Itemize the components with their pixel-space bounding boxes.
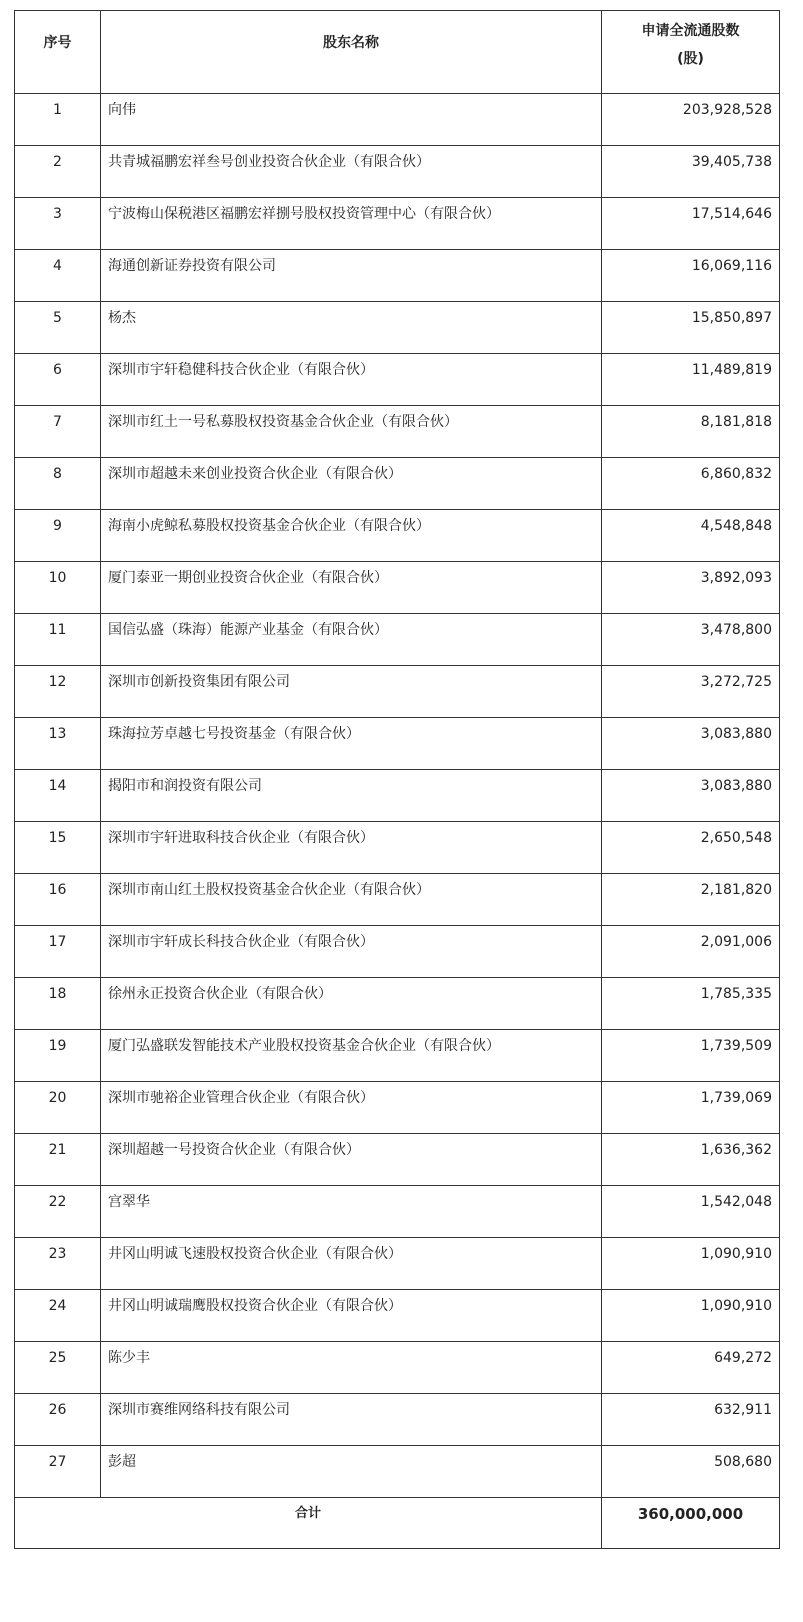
table-row bbox=[15, 562, 780, 614]
table-row bbox=[15, 614, 780, 666]
row-shares: 508,680 bbox=[602, 1446, 780, 1498]
table-footer bbox=[15, 1498, 780, 1549]
row-serial-number: 23 bbox=[15, 1238, 101, 1290]
row-serial-number: 15 bbox=[15, 822, 101, 874]
header-serial-number: 序号 bbox=[15, 11, 101, 94]
table-row bbox=[15, 250, 780, 302]
table-row bbox=[15, 926, 780, 978]
row-serial-number: 21 bbox=[15, 1134, 101, 1186]
row-shareholder-name: 厦门弘盛联发智能技术产业股权投资基金合伙企业（有限合伙） bbox=[101, 1030, 602, 1082]
row-shareholder-name: 揭阳市和润投资有限公司 bbox=[101, 770, 602, 822]
row-shares: 2,181,820 bbox=[602, 874, 780, 926]
row-shares: 1,636,362 bbox=[602, 1134, 780, 1186]
row-shareholder-name: 深圳市驰裕企业管理合伙企业（有限合伙） bbox=[101, 1082, 602, 1134]
row-shares: 3,272,725 bbox=[602, 666, 780, 718]
row-shares: 3,083,880 bbox=[602, 770, 780, 822]
row-shares: 4,548,848 bbox=[602, 510, 780, 562]
row-shareholder-name: 徐州永正投资合伙企业（有限合伙） bbox=[101, 978, 602, 1030]
header-row bbox=[15, 11, 780, 94]
row-shares: 1,739,509 bbox=[602, 1030, 780, 1082]
row-shareholder-name: 井冈山明诚瑞鹰股权投资合伙企业（有限合伙） bbox=[101, 1290, 602, 1342]
row-shareholder-name: 彭超 bbox=[101, 1446, 602, 1498]
row-serial-number: 1 bbox=[15, 94, 101, 146]
row-shareholder-name: 珠海拉芳卓越七号投资基金（有限合伙） bbox=[101, 718, 602, 770]
table-row bbox=[15, 1134, 780, 1186]
row-shareholder-name: 深圳市宇轩成长科技合伙企业（有限合伙） bbox=[101, 926, 602, 978]
row-shares: 39,405,738 bbox=[602, 146, 780, 198]
row-shares: 2,091,006 bbox=[602, 926, 780, 978]
row-shares: 203,928,528 bbox=[602, 94, 780, 146]
row-shares: 2,650,548 bbox=[602, 822, 780, 874]
row-shares: 15,850,897 bbox=[602, 302, 780, 354]
table-row bbox=[15, 302, 780, 354]
total-row bbox=[15, 1498, 780, 1549]
row-shares: 1,090,910 bbox=[602, 1290, 780, 1342]
table-row bbox=[15, 1342, 780, 1394]
row-serial-number: 8 bbox=[15, 458, 101, 510]
row-shares: 1,542,048 bbox=[602, 1186, 780, 1238]
row-shares: 1,739,069 bbox=[602, 1082, 780, 1134]
table-row bbox=[15, 354, 780, 406]
row-shares: 3,083,880 bbox=[602, 718, 780, 770]
row-shareholder-name: 深圳市赛维网络科技有限公司 bbox=[101, 1394, 602, 1446]
table-header bbox=[15, 11, 780, 94]
table-row bbox=[15, 718, 780, 770]
header-shares-line2: (股) bbox=[677, 51, 704, 67]
row-shareholder-name: 海通创新证券投资有限公司 bbox=[101, 250, 602, 302]
table-row bbox=[15, 94, 780, 146]
row-serial-number: 9 bbox=[15, 510, 101, 562]
table-row bbox=[15, 406, 780, 458]
row-shareholder-name: 陈少丰 bbox=[101, 1342, 602, 1394]
row-serial-number: 27 bbox=[15, 1446, 101, 1498]
row-shares: 632,911 bbox=[602, 1394, 780, 1446]
row-shares: 1,785,335 bbox=[602, 978, 780, 1030]
row-serial-number: 16 bbox=[15, 874, 101, 926]
header-shareholder-name: 股东名称 bbox=[101, 11, 602, 94]
row-shares: 11,489,819 bbox=[602, 354, 780, 406]
total-value: 360,000,000 bbox=[602, 1498, 780, 1549]
row-shareholder-name: 共青城福鹏宏祥叁号创业投资合伙企业（有限合伙） bbox=[101, 146, 602, 198]
table-row bbox=[15, 146, 780, 198]
row-shareholder-name: 国信弘盛（珠海）能源产业基金（有限合伙） bbox=[101, 614, 602, 666]
table-row bbox=[15, 458, 780, 510]
row-shares: 3,478,800 bbox=[602, 614, 780, 666]
row-shareholder-name: 宁波梅山保税港区福鹏宏祥捌号股权投资管理中心（有限合伙） bbox=[101, 198, 602, 250]
row-shares: 16,069,116 bbox=[602, 250, 780, 302]
row-serial-number: 19 bbox=[15, 1030, 101, 1082]
row-shareholder-name: 深圳超越一号投资合伙企业（有限合伙） bbox=[101, 1134, 602, 1186]
table-row bbox=[15, 1186, 780, 1238]
table-row bbox=[15, 1446, 780, 1498]
header-shares bbox=[602, 11, 780, 94]
table-row bbox=[15, 666, 780, 718]
row-shareholder-name: 宫翠华 bbox=[101, 1186, 602, 1238]
row-shareholder-name: 深圳市创新投资集团有限公司 bbox=[101, 666, 602, 718]
row-serial-number: 7 bbox=[15, 406, 101, 458]
row-serial-number: 24 bbox=[15, 1290, 101, 1342]
table-row bbox=[15, 510, 780, 562]
row-shares: 3,892,093 bbox=[602, 562, 780, 614]
table-row bbox=[15, 1290, 780, 1342]
row-serial-number: 6 bbox=[15, 354, 101, 406]
row-shareholder-name: 向伟 bbox=[101, 94, 602, 146]
row-serial-number: 12 bbox=[15, 666, 101, 718]
row-serial-number: 11 bbox=[15, 614, 101, 666]
row-shareholder-name: 海南小虎鲸私募股权投资基金合伙企业（有限合伙） bbox=[101, 510, 602, 562]
row-shareholder-name: 深圳市南山红土股权投资基金合伙企业（有限合伙） bbox=[101, 874, 602, 926]
row-serial-number: 20 bbox=[15, 1082, 101, 1134]
row-shareholder-name: 井冈山明诚飞速股权投资合伙企业（有限合伙） bbox=[101, 1238, 602, 1290]
row-serial-number: 25 bbox=[15, 1342, 101, 1394]
table-row bbox=[15, 198, 780, 250]
table-row bbox=[15, 874, 780, 926]
row-serial-number: 22 bbox=[15, 1186, 101, 1238]
row-shares: 1,090,910 bbox=[602, 1238, 780, 1290]
row-shareholder-name: 杨杰 bbox=[101, 302, 602, 354]
total-label: 合计 bbox=[15, 1498, 602, 1549]
row-serial-number: 17 bbox=[15, 926, 101, 978]
table-row bbox=[15, 1394, 780, 1446]
row-shares: 6,860,832 bbox=[602, 458, 780, 510]
header-shares-line1: 申请全流通股数 bbox=[641, 23, 740, 39]
table-row bbox=[15, 1030, 780, 1082]
row-shares: 649,272 bbox=[602, 1342, 780, 1394]
row-shareholder-name: 深圳市宇轩稳健科技合伙企业（有限合伙） bbox=[101, 354, 602, 406]
row-shares: 8,181,818 bbox=[602, 406, 780, 458]
row-serial-number: 14 bbox=[15, 770, 101, 822]
row-shareholder-name: 深圳市红土一号私募股权投资基金合伙企业（有限合伙） bbox=[101, 406, 602, 458]
row-shareholder-name: 厦门泰亚一期创业投资合伙企业（有限合伙） bbox=[101, 562, 602, 614]
row-serial-number: 13 bbox=[15, 718, 101, 770]
table-row bbox=[15, 978, 780, 1030]
row-serial-number: 5 bbox=[15, 302, 101, 354]
row-serial-number: 3 bbox=[15, 198, 101, 250]
shareholders-table bbox=[14, 10, 780, 1549]
row-shares: 17,514,646 bbox=[602, 198, 780, 250]
row-serial-number: 4 bbox=[15, 250, 101, 302]
table-row bbox=[15, 1238, 780, 1290]
table-row bbox=[15, 822, 780, 874]
row-serial-number: 2 bbox=[15, 146, 101, 198]
row-serial-number: 18 bbox=[15, 978, 101, 1030]
row-shareholder-name: 深圳市超越未来创业投资合伙企业（有限合伙） bbox=[101, 458, 602, 510]
table-row bbox=[15, 770, 780, 822]
row-serial-number: 10 bbox=[15, 562, 101, 614]
table-body bbox=[15, 94, 780, 1498]
table-row bbox=[15, 1082, 780, 1134]
row-shareholder-name: 深圳市宇轩进取科技合伙企业（有限合伙） bbox=[101, 822, 602, 874]
row-serial-number: 26 bbox=[15, 1394, 101, 1446]
